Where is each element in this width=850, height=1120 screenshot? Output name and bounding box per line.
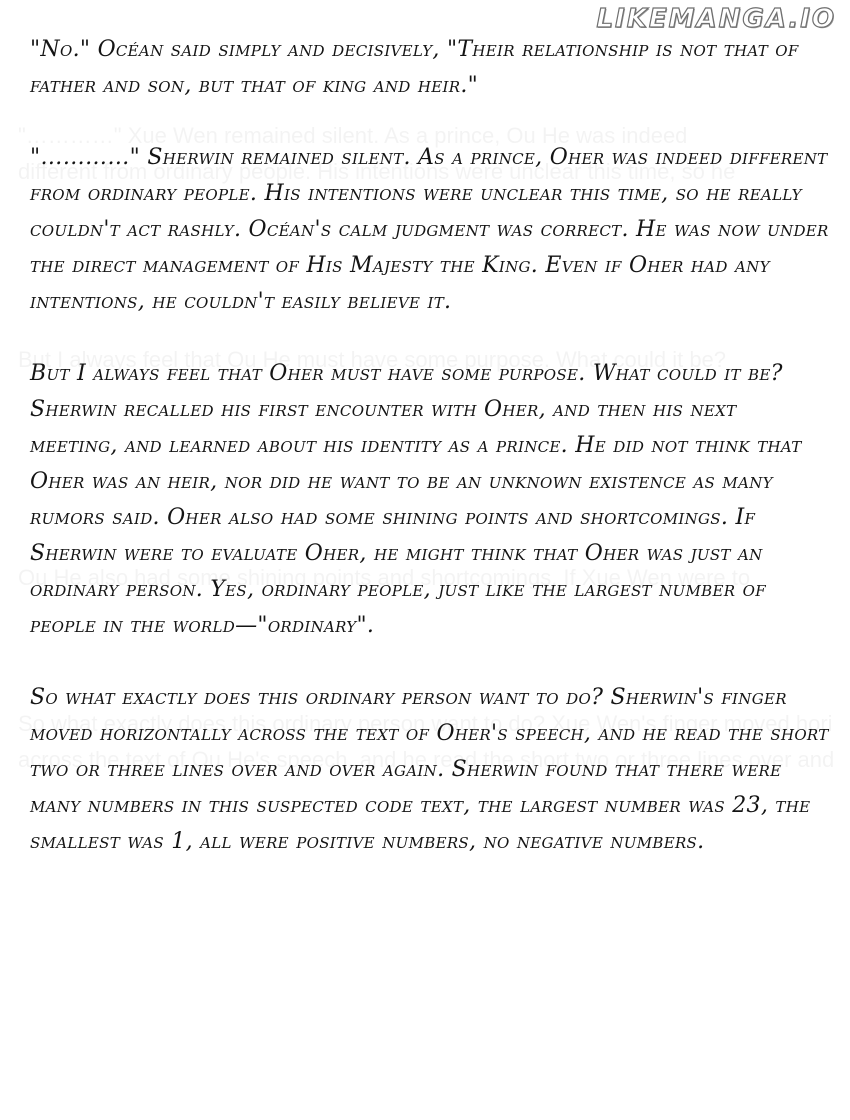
watermark-logo: LIKEMANGA.IO [596,4,836,34]
paragraph: But I always feel that Oher must have some purpose. What could it be? Sherwin recalled his first encounter with Oher, and then his next meeting, and learned about his identity as a prince. He did not think that Oher was an heir, nor did he want to be an unknown existence as many rumors said. Oher also had some shining points and shortcomings. If Sherwin were to evaluate Oher, he might think that Oher was just an ordinary person. Yes, ordinary people, just like the largest number of people in the world—"ordinary". [30,361,802,638]
paragraph: So what exactly does this ordinary person want to do? Sherwin's finger moved horizontally across the text of Oher's speech, and he read the short two or three lines over and over again. Sherwin found that there were many numbers in this suspected code text, the largest number was 23, the smallest was 1, all were positive numbers, no negative numbers. [30,685,829,854]
paragraph: "No." Océan said simply and decisively, "Their relationship is not that of father and son, but that of king and heir." [30,37,799,98]
paragraph: "…………" Sherwin remained silent. As a prince, Oher was indeed different from ordinary people. His intentions were unclear this time, so he really couldn't act rashly. Océan's calm judgment was correct. He was now under the direct management of His Majesty the King. Even if Oher had any intentions, he couldn't easily believe it. [30,145,829,314]
story-text [30,32,830,896]
